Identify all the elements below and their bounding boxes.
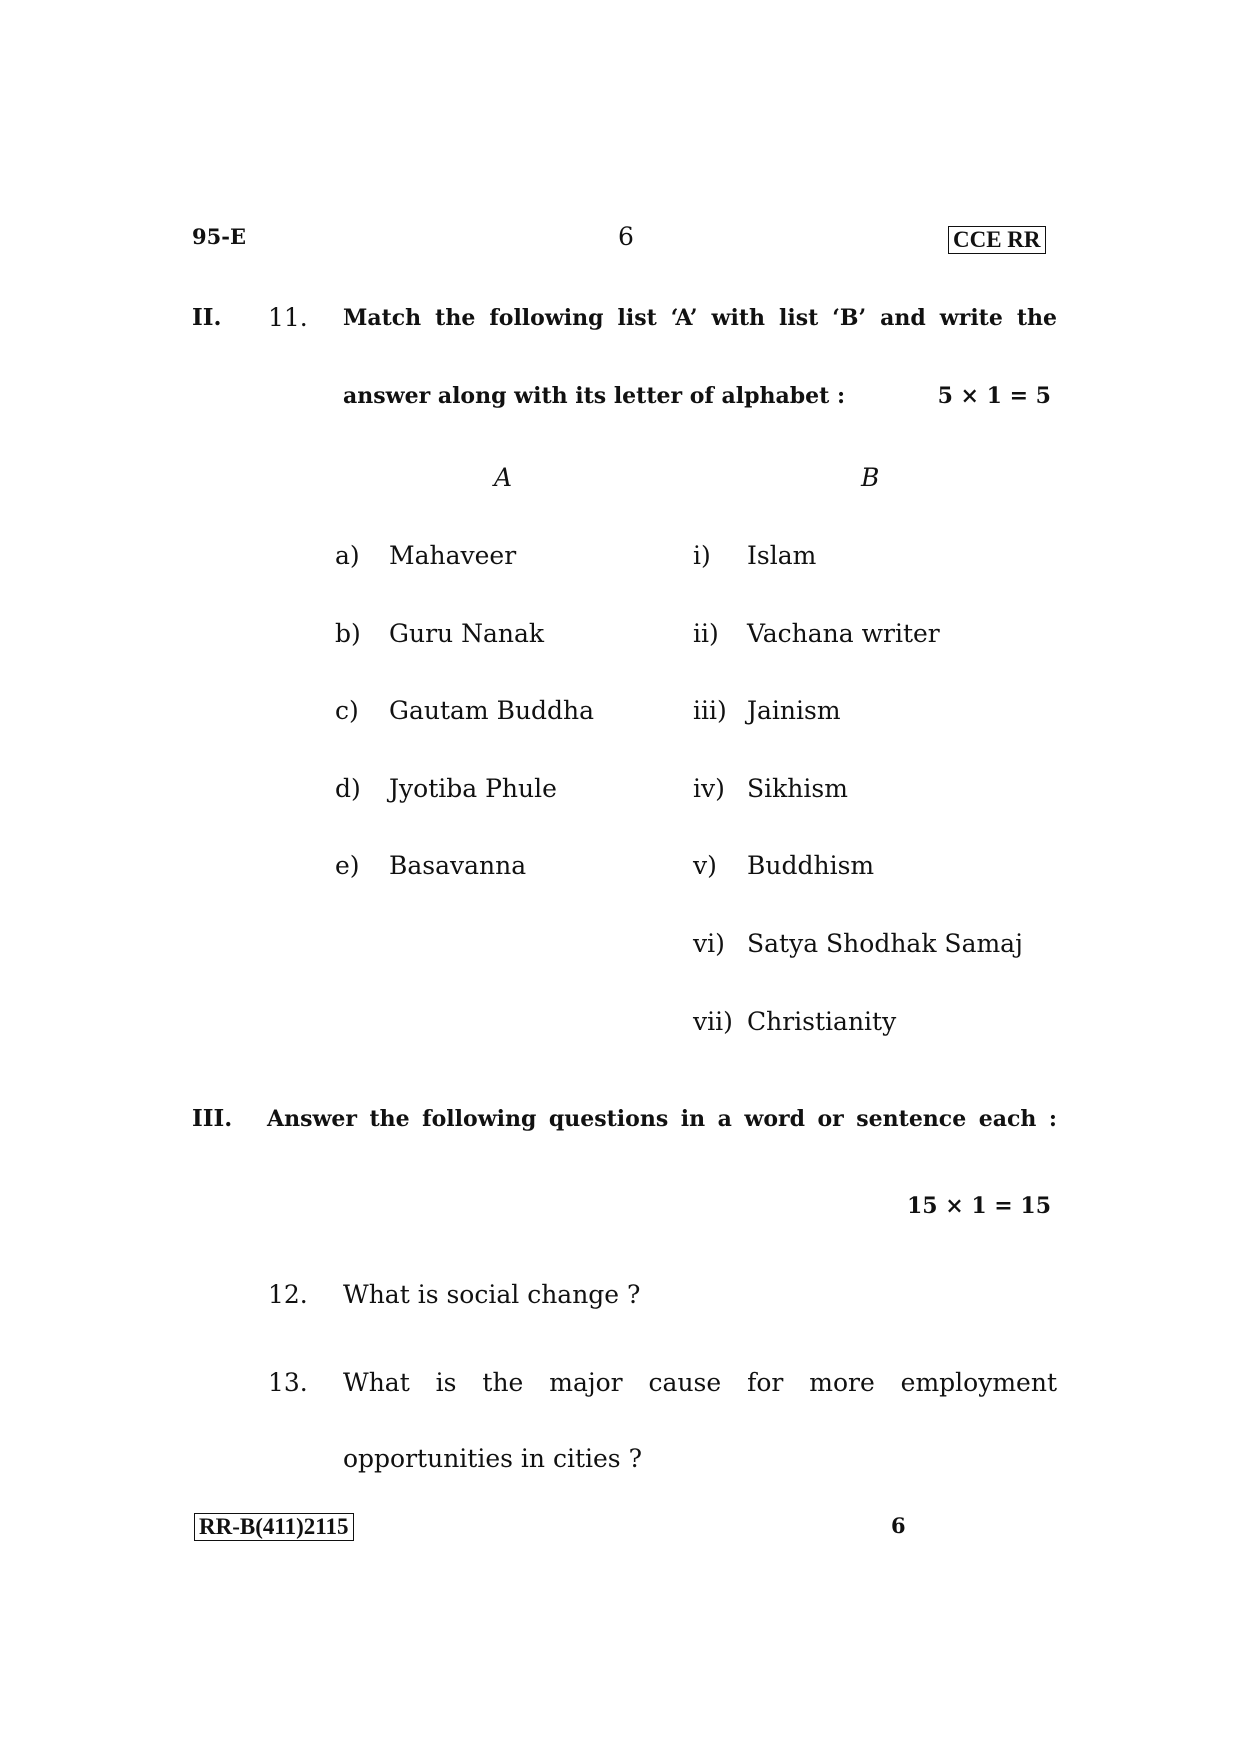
list-a-label: c) [335,696,359,725]
list-b-label: iv) [693,774,725,803]
exam-badge: CCE RR [948,226,1046,254]
list-b-item: Jainism [747,696,841,725]
list-a-item: Basavanna [389,851,527,880]
question-13-line-1: What is the major cause for more employment [343,1368,1057,1397]
question-12-text: What is social change ? [343,1280,641,1309]
list-b-item: Sikhism [747,774,848,803]
section-numeral-ii: II. [192,304,222,331]
list-b-label: iii) [693,696,727,725]
question-number-12: 12. [268,1280,308,1309]
list-a-label: d) [335,774,361,803]
list-a-label: e) [335,851,360,880]
section-numeral-iii: III. [192,1105,233,1132]
paper-code: 95-E [192,224,246,249]
page-number: 6 [618,222,634,251]
list-b-item: Vachana writer [747,619,940,648]
question-11-line-2: answer along with its letter of alphabet : [343,383,846,409]
question-number-13: 13. [268,1368,308,1397]
column-a-header: A [494,463,513,492]
question-number-11: 11. [268,303,308,332]
list-a-item: Guru Nanak [389,619,545,648]
section-iii-marks: 15 × 1 = 15 [906,1193,1051,1219]
list-b-label: vii) [693,1007,733,1036]
list-b-label: vi) [693,929,725,958]
list-a-item: Jyotiba Phule [389,774,557,803]
column-b-header: B [861,463,880,492]
list-a-label: b) [335,619,361,648]
question-13-line-2: opportunities in cities ? [343,1444,642,1473]
list-b-item: Islam [747,541,817,570]
list-a-label: a) [335,541,360,570]
list-a-item: Gautam Buddha [389,696,595,725]
footer-paper-code: RR-B(411)2115 [194,1513,354,1541]
list-b-label: ii) [693,619,719,648]
question-11-line-1: Match the following list ‘A’ with list ‘B’ and write the [343,305,1057,331]
list-b-label: v) [693,851,717,880]
list-b-item: Christianity [747,1007,897,1036]
list-b-item: Buddhism [747,851,875,880]
list-b-item: Satya Shodhak Samaj [747,929,1023,958]
footer-page-number: 6 [891,1513,906,1538]
section-iii-instruction: Answer the following questions in a word or sentence each : [267,1106,1057,1132]
list-b-label: i) [693,541,711,570]
question-11-marks: 5 × 1 = 5 [937,383,1051,409]
list-a-item: Mahaveer [389,541,517,570]
